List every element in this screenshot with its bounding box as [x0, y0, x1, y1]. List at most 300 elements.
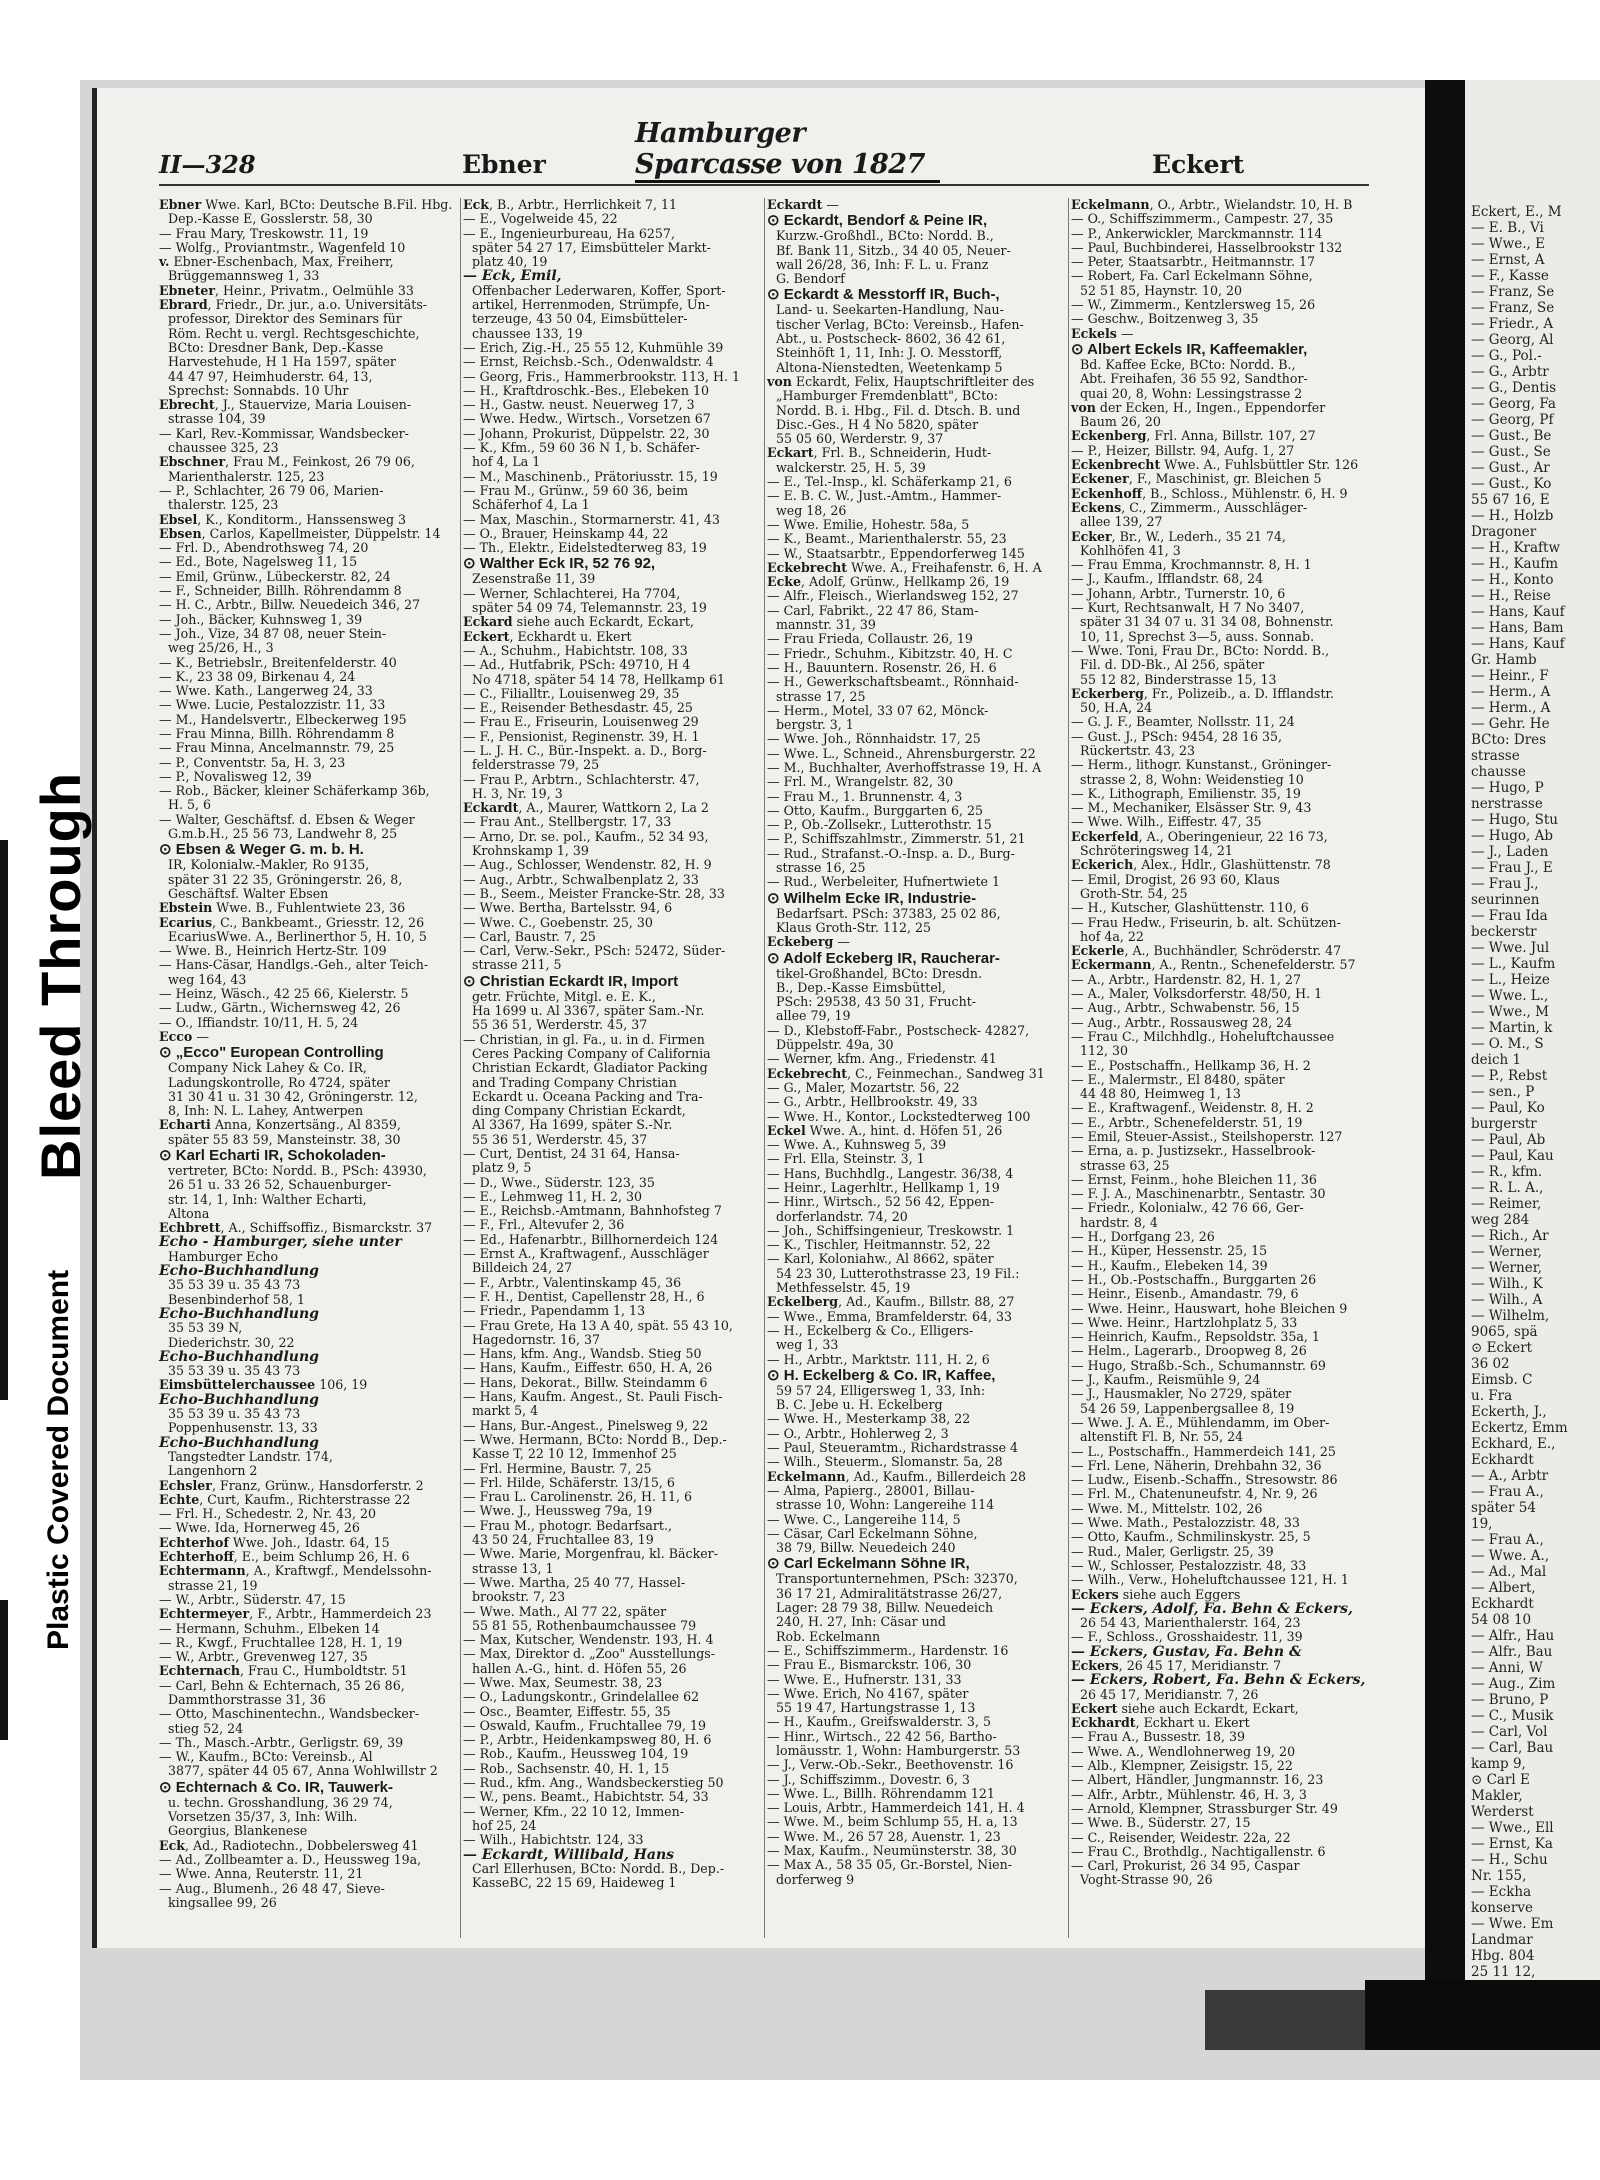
directory-entry-line: Eckelmann, O., Arbtr., Wielandstr. 10, H. B — [1071, 197, 1353, 212]
directory-entry-line: — Rob., Sachsenstr. 40, H. 1, 15 — [463, 1760, 670, 1776]
directory-entry-line: — E., Malermstr., El 8480, später — [1071, 1071, 1285, 1087]
directory-entry-line: — P., Arbtr., Heidenkampsweg 80, H. 6 — [463, 1732, 712, 1748]
next-page-line: — Georg, Pf — [1471, 412, 1554, 428]
directory-entry-line: Eckelmann, Ad., Kaufm., Billerdeich 28 — [767, 1468, 1026, 1484]
scan-margin — [0, 2080, 1600, 2180]
directory-entry-line: — W., pens. Beamt., Habichtstr. 54, 33 — [463, 1789, 709, 1805]
directory-entry-line: — Wwe. J. A. E., Mühlendamm, im Ober- — [1071, 1414, 1330, 1430]
directory-entry-line: Nordd. B. i. Hbg., Fil. d. Dtsch. B. und — [776, 402, 1021, 418]
directory-entry-line: strasse 21, 19 — [168, 1577, 258, 1593]
next-page-line: — Hans, Kauf — [1471, 636, 1565, 652]
directory-entry-line: — E., Kraftwagenf., Weidenstr. 8, H. 2 — [1071, 1100, 1314, 1116]
directory-entry-line: — Wwe. Heinr., Hauswart, hohe Bleichen 9 — [1071, 1300, 1348, 1316]
directory-entry-line: artikel, Herrenmoden, Strümpfe, Un- — [472, 297, 710, 313]
directory-entry-line: Ecarius, C., Bankbeamt., Griesstr. 12, 26 — [159, 914, 425, 930]
directory-entry-line: später 54 09 74, Telemannstr. 23, 19 — [472, 600, 707, 616]
directory-entry-line: Fil. d. DD-Bk., Al 256, später — [1080, 657, 1265, 673]
next-page-line: — Wwe. A., — [1471, 1548, 1550, 1564]
directory-entry-line: Klaus Groth-Str. 112, 25 — [776, 919, 932, 935]
directory-entry-line: PSch: 29538, 43 50 31, Frucht- — [776, 994, 977, 1010]
directory-entry-line: 52 51 85, Haynstr. 10, 20 — [1080, 282, 1243, 298]
directory-entry-line: Eckert, Eckhardt u. Ekert — [463, 628, 632, 644]
directory-entry-line: Echtermann, A., Kraftwgf., Mendelssohn- — [159, 1563, 432, 1579]
next-page-line: Eckertz, Emm — [1471, 1420, 1568, 1436]
bleed-through-label: Bleed Through — [29, 771, 92, 1180]
directory-entry-line: — Aug., Arbtr., Rossausweg 28, 24 — [1071, 1014, 1293, 1030]
directory-entry-line: — O., Brauer, Heinskamp 44, 22 — [463, 525, 669, 541]
directory-entry-line: — Wwe., Emma, Bramfelderstr. 64, 33 — [767, 1308, 1012, 1324]
directory-entry-line: IR, Kolonialw.-Makler, Ro 9135, — [168, 857, 370, 873]
directory-entry-line: Echte, Curt, Kaufm., Richterstrasse 22 — [159, 1491, 411, 1507]
directory-entry-line: Marienthalerstr. 125, 23 — [168, 468, 325, 484]
directory-entry-line: — Hinr., Wirtsch., 52 56 42, Eppen- — [767, 1194, 995, 1210]
next-page-line: — Wwe. L., — [1471, 988, 1549, 1004]
directory-entry-line: Billdeich 24, 27 — [472, 1260, 573, 1276]
directory-entry-line: — Ed., Bote, Nagelsweg 11, 15 — [159, 554, 358, 570]
directory-entry-line: Eckers, 26 45 17, Meridianstr. 7 — [1071, 1657, 1282, 1673]
next-page-line: — R. L. A., — [1471, 1180, 1544, 1196]
directory-entry-line: terzeuge, 43 50 04, Eimsbütteler- — [472, 311, 688, 327]
directory-entry-line: — Rud., Strafanst.-O.-Insp. a. D., Burg- — [767, 845, 1015, 861]
directory-entry-line: Ecker, Br., W., Lederh., 35 21 74, — [1071, 528, 1286, 544]
directory-entry-line: — Th., Elektr., Eidelstedterweg 83, 19 — [463, 540, 707, 556]
next-page-line: — Ernst, A — [1471, 252, 1545, 268]
next-page-line: — H., Reise — [1471, 588, 1551, 604]
directory-entry-line: Echo-Buchhandlung — [159, 1305, 319, 1322]
directory-entry-line: — Rud., Maler, Gerligstr. 25, 39 — [1071, 1543, 1274, 1559]
directory-entry-line: B., Dep.-Kasse Eimsbüttel, — [776, 979, 946, 995]
directory-entry-line: — J., Verw.-Ob.-Sekr., Beethovenstr. 16 — [767, 1757, 1014, 1773]
directory-entry-line: — Hans, kfm. Ang., Wandsb. Stieg 50 — [463, 1346, 702, 1362]
directory-entry-line: — Wwe. Heinr., Hartzlohplatz 5, 33 — [1071, 1314, 1298, 1330]
column-4 — [1071, 198, 1369, 1938]
directory-entry-line: — Hans, Dekorat., Billw. Steindamm 6 — [463, 1374, 708, 1390]
directory-entry-line: strasse 63, 25 — [1080, 1157, 1170, 1173]
next-page-line: seurinnen — [1471, 892, 1540, 908]
directory-entry-line: Ebsen, Carlos, Kapellmeister, Düppelstr. 14 — [159, 525, 441, 541]
directory-entry-line: — O., Ladungskontr., Grindelallee 62 — [463, 1689, 700, 1705]
directory-entry-line: — H., Eckelberg & Co., Elligers- — [767, 1322, 974, 1338]
next-page-line: deich 1 — [1471, 1052, 1522, 1068]
directory-entry-line: Christian Eckardt, Gladiator Packing — [472, 1060, 708, 1076]
directory-entry-line: — Wwe. Joh., Rönnhaidstr. 17, 25 — [767, 731, 981, 747]
directory-entry-line: 35 53 39 u. 35 43 73 — [168, 1406, 301, 1422]
directory-entry-line: Langenhorn 2 — [168, 1463, 258, 1479]
next-page-line: — L., Heize — [1471, 972, 1550, 988]
directory-entry-line: lomäusstr. 1, Wohn: Hamburgerstr. 53 — [776, 1742, 1021, 1758]
directory-entry-line: — Paul, Buchbinderei, Hasselbrookstr 132 — [1071, 239, 1343, 255]
directory-entry-line: bergstr. 3, 1 — [776, 717, 854, 733]
next-page-line: — Gust., Be — [1471, 428, 1552, 444]
directory-entry-line: ⊙ Karl Echarti IR, Schokoladen- — [159, 1147, 386, 1164]
directory-entry-line: — Peter, Staatsarbtr., Heitmannstr. 17 — [1071, 254, 1316, 270]
directory-entry-line: Eckardt, A., Maurer, Wattkorn 2, La 2 — [463, 800, 709, 816]
directory-entry-line: — F., Arbtr., Valentinskamp 45, 36 — [463, 1274, 682, 1290]
directory-entry-line: strasse 104, 39 — [168, 411, 266, 427]
directory-entry-line: — Wwe. C., Langereihe 114, 5 — [767, 1511, 961, 1527]
next-page-line: — Werner, — [1471, 1244, 1542, 1260]
next-page-line: ⊙ Eckert — [1471, 1340, 1533, 1356]
next-page-line: — Carl, Bau — [1471, 1740, 1554, 1756]
directory-entry-line: Eckel Wwe. A., hint. d. Höfen 51, 26 — [767, 1122, 1003, 1138]
column-1 — [159, 198, 457, 1938]
next-page-line: — J., Laden — [1471, 844, 1549, 860]
directory-entry-line: hof 4, La 1 — [472, 454, 541, 470]
next-page-line: weg 284 — [1471, 1212, 1530, 1228]
directory-entry-line: — Aug., Blumenh., 26 48 47, Sieve- — [159, 1880, 385, 1896]
next-page-line: — Bruno, P — [1471, 1692, 1549, 1708]
directory-entry-line: chaussee 325, 23 — [168, 440, 279, 456]
directory-entry-line: ⊙ H. Eckelberg & Co. IR, Kaffee, — [767, 1366, 996, 1384]
next-page-line: — Ernst, Ka — [1471, 1836, 1553, 1852]
directory-entry-line: — A., Arbtr., Hardenstr. 82, H. 1, 27 — [1071, 971, 1301, 987]
directory-entry-line: strasse 2, 8, Wohn: Weidenstieg 10 — [1080, 771, 1304, 787]
directory-entry-line: — Hans, Kaufm., Eiffestr. 650, H. A, 26 — [463, 1360, 713, 1376]
directory-entry-line: — Gust. J., PSch: 9454, 28 16 35, — [1071, 728, 1283, 744]
next-page-line: — Paul, Ko — [1471, 1100, 1545, 1116]
directory-entry-line: and Trading Company Christian — [472, 1074, 677, 1090]
directory-entry-line: — O., Iffiandstr. 10/11, H. 5, 24 — [159, 1014, 359, 1030]
directory-entry-line: Steinhöft 1, 11, Inh: J. O. Messtorff, — [776, 345, 1003, 361]
next-page-line: — Hans, Bam — [1471, 620, 1564, 636]
directory-entry-line: Besenbinderhof 58, 1 — [168, 1291, 305, 1307]
directory-entry-line: — H., Bauuntern. Rosenstr. 26, H. 6 — [767, 659, 997, 675]
directory-entry-line: — Paul, Steueramtm., Richardstrasse 4 — [767, 1440, 1019, 1456]
directory-entry-line: — Walter, Geschäftsf. d. Ebsen & Weger — [159, 811, 415, 827]
directory-entry-line: — Wwe. Erich, No 4167, später — [767, 1685, 969, 1701]
directory-entry-line: — Frl. Hermine, Baustr. 7, 25 — [463, 1460, 652, 1476]
directory-entry-line: — Friedr., Papendamm 1, 13 — [463, 1303, 646, 1319]
directory-entry-line: — Carl, Behn & Echternach, 35 26 86, — [159, 1677, 405, 1693]
next-page-line: Dragoner — [1471, 524, 1537, 540]
directory-entry-line: 26 51 u. 33 26 52, Schauenburger- — [168, 1177, 392, 1193]
directory-entry-line: ⊙ Wilhelm Ecke IR, Industrie- — [767, 889, 977, 907]
directory-entry-line: — Otto, Kaufm., Schmilinskystr. 25, 5 — [1071, 1529, 1311, 1545]
directory-entry-line: von Eckardt, Felix, Hauptschriftleiter des — [767, 373, 1035, 389]
next-page-line: — Gust., Ar — [1471, 460, 1550, 476]
directory-entry-line: Echternach, Frau C., Humboldtstr. 51 — [159, 1663, 408, 1679]
directory-entry-line: — E., Postschaffn., Hellkamp 36, H. 2 — [1071, 1057, 1311, 1073]
directory-entry-line: — P., Heizer, Billstr. 94, Aufg. 1, 27 — [1071, 442, 1295, 458]
directory-entry-line: Offenbacher Lederwaren, Koffer, Sport- — [472, 282, 726, 298]
directory-entry-line: Ecke, Adolf, Grünw., Hellkamp 26, 19 — [767, 574, 1010, 590]
directory-entry-line: Echterhoff, E., beim Schlump 26, H. 6 — [159, 1549, 410, 1565]
directory-entry-line: Bd. Kaffee Ecke, BCto: Nordd. B., — [1080, 356, 1296, 372]
directory-entry-line: Düppelstr. 49a, 30 — [776, 1037, 894, 1053]
directory-entry-line: Eckerich, Alex., Hdlr., Glashüttenstr. 78 — [1071, 857, 1331, 873]
directory-entry-line: Bedarfsart. PSch: 37383, 25 02 86, — [776, 905, 1001, 921]
directory-entry-line: — Wwe. L., Billh. Röhrendamm 121 — [767, 1785, 995, 1801]
directory-entry-line: — Aug., Schlosser, Wendenstr. 82, H. 9 — [463, 857, 712, 873]
directory-entry-line: — Rud., kfm. Ang., Wandsbeckerstieg 50 — [463, 1775, 724, 1791]
directory-entry-line: 35 53 39 N, — [168, 1320, 243, 1336]
directory-entry-line: Eimsbüttelerchaussee 106, 19 — [159, 1377, 368, 1393]
directory-entry-line: — Wwe. Wilh., Eiffestr. 47, 35 — [1071, 814, 1262, 830]
directory-entry-line: — C., Filialltr., Louisenweg 29, 35 — [463, 685, 680, 701]
directory-entry-line: — C., Reisender, Weidestr. 22a, 22 — [1071, 1829, 1291, 1845]
directory-entry-line: später 54 27 17, Eimsbütteler Markt- — [472, 239, 711, 255]
next-page-line: — sen., P — [1471, 1084, 1535, 1100]
directory-entry-line: Ebsel, K., Konditorm., Hanssensweg 3 — [159, 511, 407, 527]
directory-entry-line: weg 164, 43 — [168, 971, 247, 987]
directory-entry-line: — Frau Ant., Stellbergstr. 17, 33 — [463, 814, 672, 830]
directory-entry-line: — Hermann, Schuhm., Elbeken 14 — [159, 1620, 380, 1636]
directory-entry-line: — Frau E., Friseurin, Louisenweg 29 — [463, 714, 699, 730]
directory-entry-line: — Carl, Fabrikt., 22 47 86, Stam- — [767, 602, 979, 618]
directory-entry-line: 59 57 24, Elligersweg 1, 33, Inh: — [776, 1382, 986, 1398]
directory-entry-line: „Hamburger Fremdenblatt", BCto: — [776, 388, 998, 404]
directory-entry-line: — Frau C., Brothdlg., Nachtigallenstr. 6 — [1071, 1843, 1326, 1859]
directory-entry-line: — Frl. Ella, Steinstr. 3, 1 — [767, 1151, 925, 1167]
directory-entry-line: — Heinr., Lagerhltr., Hellkamp 1, 19 — [767, 1180, 1000, 1195]
directory-entry-line: — J., Schiffszimm., Dovestr. 6, 3 — [767, 1771, 970, 1787]
next-page-line: 54 08 10 — [1471, 1612, 1532, 1628]
next-page-line: 25 11 12, — [1471, 1964, 1536, 1980]
directory-entry-line: Eckerberg, Fr., Polizeib., a. D. Ifflandstr. — [1071, 685, 1335, 701]
directory-entry-line: Eckener, F., Maschinist, gr. Bleichen 5 — [1071, 471, 1322, 487]
directory-entry-line: — Joh., Schiffsingenieur, Treskowstr. 1 — [767, 1222, 1015, 1238]
directory-entry-line: — Carl, Verw.-Sekr., PSch: 52472, Süder- — [463, 943, 726, 959]
next-page-line: — Franz, Se — [1471, 284, 1555, 300]
directory-entry-line: — Wwe. M., beim Schlump 55, H. a, 13 — [767, 1814, 1018, 1830]
directory-entry-line: Schäferhof 4, La 1 — [472, 497, 590, 513]
next-page-line: — Friedr., A — [1471, 316, 1554, 332]
directory-entry-line: — W., Arbtr., Süderstr. 47, 15 — [159, 1591, 346, 1607]
directory-entry-line: — R., Kwgf., Fruchtallee 128, H. 1, 19 — [159, 1634, 403, 1650]
directory-entry-line: kingsallee 99, 26 — [168, 1894, 277, 1910]
next-page-line: — C., Musik — [1471, 1708, 1554, 1724]
directory-entry-line: — H., Kraftdroschk.-Bes., Elebeken 10 — [463, 382, 710, 398]
directory-entry-line: — Ad., Hutfabrik, PSch: 49710, H 4 — [463, 657, 691, 673]
next-page-line: 36 02 — [1471, 1356, 1510, 1372]
directory-entry-line: 26 54 43, Marienthalerstr. 164, 23 — [1080, 1615, 1301, 1631]
directory-entry-line: Ebschner, Frau M., Feinkost, 26 79 06, — [159, 454, 415, 470]
directory-entry-line: Kurzw.-Großhdl., BCto: Nordd. B., — [776, 228, 994, 244]
directory-entry-line: — Emil, Steuer-Assist., Steilshoperstr. 127 — [1071, 1129, 1343, 1144]
directory-entry-line: strasse 10, Wohn: Langereihe 114 — [776, 1497, 995, 1513]
directory-entry-line: Transportunternehmen, PSch: 32370, — [776, 1571, 1018, 1587]
column-3 — [767, 198, 1065, 1938]
next-page-line: — G., Dentis — [1471, 380, 1557, 396]
directory-entry-line: — Alb., Klempner, Zeisigstr. 15, 22 — [1071, 1758, 1293, 1774]
directory-entry-line: — Frau L. Carolinenstr. 26, H. 11, 6 — [463, 1489, 693, 1505]
directory-entry-line: — D., Klebstoff-Fabr., Postscheck- 42827, — [767, 1022, 1030, 1038]
next-page-line: Eckhardt — [1471, 1452, 1534, 1468]
directory-entry-line: — H., Kaufm., Greifswalderstr. 3, 5 — [767, 1714, 991, 1730]
next-page-line: — Paul, Kau — [1471, 1148, 1554, 1164]
directory-entry-line: strasse 16, 25 — [776, 860, 866, 876]
directory-entry-line: — Carl, Prokurist, 26 34 95, Caspar — [1071, 1858, 1300, 1874]
directory-entry-line: — Herm., Motel, 33 07 62, Mönck- — [767, 702, 989, 718]
directory-entry-line: G. Bendorf — [776, 271, 845, 287]
next-page-line: — Anni, W — [1471, 1660, 1543, 1676]
directory-entry-line: weg 1, 33 — [776, 1337, 839, 1353]
next-page-line: — Aug., Zim — [1471, 1676, 1556, 1692]
directory-entry-line: — Wolfg., Proviantmstr., Wagenfeld 10 — [159, 239, 406, 255]
next-page-line: — Eckha — [1471, 1884, 1532, 1900]
next-page-line: — Alfr., Bau — [1471, 1644, 1553, 1660]
directory-entry-line: — W., Schlosser, Pestalozzistr. 48, 33 — [1071, 1557, 1307, 1573]
directory-entry-line: Rückertstr. 43, 23 — [1080, 742, 1196, 758]
directory-entry-line: platz 9, 5 — [472, 1160, 532, 1176]
directory-entry-line: — Hans-Cäsar, Handlgs.-Geh., alter Teich- — [159, 957, 429, 973]
header-rule — [159, 184, 1369, 186]
next-page-line: — Wilh., A — [1471, 1292, 1543, 1308]
directory-entry-line: — Wwe. A., Wendlohnerweg 19, 20 — [1071, 1743, 1296, 1759]
directory-entry-line: 55 36 51, Werderstr. 45, 37 — [472, 1017, 648, 1033]
directory-entry-line: — Frau Grete, Ha 13 A 40, spät. 55 43 10, — [463, 1317, 733, 1333]
directory-entry-line: 10, 11, Sprechst 3—5, auss. Sonnab. — [1080, 628, 1315, 644]
directory-entry-line: — Wwe. H., Mesterkamp 38, 22 — [767, 1411, 971, 1427]
directory-columns — [159, 198, 1369, 1938]
directory-entry-line: chaussee 133, 19 — [472, 325, 583, 341]
directory-entry-line: Methfesselstr. 45, 19 — [776, 1280, 911, 1296]
directory-entry-line: — Wwe. Max, Seumestr. 38, 23 — [463, 1674, 663, 1690]
directory-entry-line: ⊙ Ebsen & Weger G. m. b. H. — [159, 841, 364, 859]
directory-entry-line: walckerstr. 25, H. 5, 39 — [776, 459, 926, 475]
directory-entry-line: — Frl. Hilde, Schäferstr. 13/15, 6 — [463, 1474, 675, 1490]
next-page-line: — E. B., Vi — [1471, 220, 1544, 236]
directory-entry-line: — K., Lithograph, Emilienstr. 35, 19 — [1071, 785, 1301, 801]
directory-entry-line: thalerstr. 125, 23 — [168, 497, 279, 513]
directory-entry-line: — Otto, Kaufm., Burggarten 6, 25 — [767, 802, 983, 818]
directory-entry-line: — K., 23 38 09, Birkenau 4, 24 — [159, 668, 356, 684]
directory-entry-line: — Frl. H., Schedestr. 2, Nr. 43, 20 — [159, 1506, 377, 1522]
next-page-line: 19, — [1471, 1516, 1493, 1532]
next-page-line: strasse — [1471, 748, 1520, 764]
directory-entry-line: allee 139, 27 — [1080, 514, 1163, 530]
directory-entry-line: BCto: Dresdner Bank, Dep.-Kasse — [168, 339, 384, 355]
next-page-line: — Wwe., E — [1471, 236, 1545, 252]
next-page-line: — H., Holzb — [1471, 508, 1554, 524]
directory-entry-line: — Frau E., Bismarckstr. 106, 30 — [767, 1657, 972, 1673]
next-page-line: — H., Schu — [1471, 1852, 1548, 1868]
directory-entry-line: — H., Arbtr., Marktstr. 111, H. 2, 6 — [767, 1351, 990, 1367]
directory-entry-line: — L. J. H. C., Bür.-Inspekt. a. D., Borg- — [463, 742, 707, 758]
next-page-line: — Frau J., — [1471, 876, 1539, 892]
next-page-line: — Alfr., Hau — [1471, 1628, 1555, 1644]
directory-entry-line: Echarti Anna, Konzertsäng., Al 8359, — [159, 1117, 401, 1133]
directory-entry-line: Hamburger Echo — [168, 1248, 279, 1264]
side-label-strip — [0, 0, 92, 2177]
directory-entry-line: — Wwe. Ida, Hornerweg 45, 26 — [159, 1520, 360, 1536]
directory-entry-line: — Joh., Vize, 34 87 08, neuer Stein- — [159, 625, 387, 641]
directory-entry-line: — Wwe. Math., Pestalozzistr. 48, 33 — [1071, 1515, 1300, 1531]
directory-entry-line: — Emil, Grünw., Lübeckerstr. 82, 24 — [159, 568, 391, 584]
next-page-line: nerstrasse — [1471, 796, 1543, 812]
directory-entry-line: — Wwe. Kath., Langerweg 24, 33 — [159, 683, 373, 699]
next-page-line: — Herm., A — [1471, 684, 1551, 700]
next-page-line: — H., Kraftw — [1471, 540, 1561, 556]
directory-entry-line: Kasse T, 22 10 12, Immenhof 25 — [472, 1446, 677, 1462]
directory-entry-line: wall 26/28, 36, Inh: F. L. u. Franz — [776, 256, 989, 272]
directory-entry-line: — Frau Emma, Krochmannstr. 8, H. 1 — [1071, 557, 1312, 573]
directory-entry-line: Altona-Nienstedten, Weetenkamp 5 — [776, 359, 1003, 375]
column-2 — [463, 198, 761, 1938]
directory-entry-line: 55 36 51, Werderstr. 45, 37 — [472, 1131, 648, 1147]
directory-entry-line: ⊙ Eckardt, Bendorf & Peine IR, — [767, 212, 988, 230]
next-page-line: — Wwe., M — [1471, 1004, 1549, 1020]
next-page-line: — Gust., Ko — [1471, 476, 1552, 492]
scan-shadow — [1205, 1990, 1365, 2050]
directory-entry-line: — Eck, Emil, — [463, 268, 562, 285]
directory-entry-line: — E., Lehmweg 11, H. 2, 30 — [463, 1188, 643, 1204]
directory-entry-line: — Max, Direktor d. „Zoo" Ausstellungs- — [463, 1646, 716, 1662]
directory-entry-line: Eckard siehe auch Eckardt, Eckart, — [463, 614, 694, 630]
directory-entry-line: — Albert, Händler, Jungmannstr. 16, 23 — [1071, 1772, 1324, 1788]
directory-entry-line: — Frl. M., Chatenuneufstr. 4, Nr. 9, 26 — [1071, 1486, 1318, 1502]
directory-entry-line: Company Nick Lahey & Co. IR, — [168, 1060, 367, 1076]
next-page-line: — Frau Ida — [1471, 908, 1548, 924]
directory-entry-line: — Wwe. M., Mittelstr. 102, 26 — [1071, 1500, 1263, 1516]
directory-entry-line: Dammthorstrasse 31, 36 — [168, 1691, 326, 1707]
directory-entry-line: ⊙ Christian Eckardt IR, Import — [463, 972, 679, 990]
directory-entry-line: — Aug., Arbtr., Schwalbenplatz 2, 33 — [463, 871, 699, 887]
directory-entry-line: später 31 34 07 u. 31 34 08, Bohnenstr. — [1080, 614, 1334, 630]
directory-entry-line: — Rob., Bäcker, kleiner Schäferkamp 36b, — [159, 783, 430, 799]
directory-entry-line: — Eckardt, Willibald, Hans — [463, 1846, 675, 1863]
next-page-line: — Georg, Al — [1471, 332, 1554, 348]
directory-entry-line: — D., Wwe., Süderstr. 123, 35 — [463, 1174, 655, 1190]
directory-entry-line: Krohnskamp 1, 39 — [472, 843, 589, 859]
header-last-entry: Eckert — [1152, 150, 1245, 179]
directory-entry-line: — W., Zimmerm., Kentzlersweg 15, 26 — [1071, 297, 1316, 313]
directory-entry-line: — G., Arbtr., Hellbrookstr. 49, 33 — [767, 1094, 978, 1110]
directory-entry-line: — M., Buchhalter, Averhoffstrasse 19, H. A — [767, 759, 1042, 775]
directory-entry-line: B. C. Jebe u. H. Eckelberg — [776, 1397, 943, 1413]
directory-entry-line: — Max, Kutscher, Wendenstr. 193, H. 4 — [463, 1632, 714, 1648]
directory-entry-line: — Ernst, Feinm., hohe Bleichen 11, 36 — [1071, 1171, 1317, 1187]
directory-entry-line: Eckermann, A., Rentn., Schenefelderstr. 57 — [1071, 957, 1356, 973]
directory-entry-line: Eckerle, A., Buchhändler, Schröderstr. 47 — [1071, 943, 1342, 959]
directory-entry-line: 8, Inh: N. L. Lahey, Antwerpen — [168, 1103, 364, 1119]
next-page-line: — Carl, Vol — [1471, 1724, 1548, 1740]
directory-entry-line: von der Ecken, H., Ingen., Eppendorfer — [1071, 399, 1326, 415]
next-page-line: burgerstr — [1471, 1116, 1537, 1132]
directory-entry-line: Ebstein Wwe. B., Fuhlentwiete 23, 36 — [159, 900, 406, 916]
directory-entry-line: — B., Seem., Meister Francke-Str. 28, 33 — [463, 885, 725, 901]
directory-entry-line: Eckhardt, Eckhart u. Ekert — [1071, 1715, 1250, 1731]
next-page-line: — Hugo, Ab — [1471, 828, 1554, 844]
directory-entry-line: — Cäsar, Carl Eckelmann Söhne, — [767, 1525, 978, 1541]
directory-entry-line: — Ernst A., Kraftwagenf., Ausschläger — [463, 1246, 709, 1262]
next-page-line: — H., Kaufm — [1471, 556, 1559, 572]
directory-entry-line: — H., Küper, Hessenstr. 25, 15 — [1071, 1243, 1268, 1259]
directory-entry-line: Eckenhoff, B., Schloss., Mühlenstr. 6, H. 9 — [1071, 485, 1348, 501]
directory-entry-line: — W., Kaufm., BCto: Vereinsb., Al — [159, 1749, 373, 1765]
directory-entry-line: — Eckers, Gustav, Fa. Behn & — [1071, 1643, 1302, 1660]
directory-entry-line: Echo-Buchhandlung — [159, 1434, 319, 1451]
directory-entry-line: Harvestehude, H 1 Ha 1597, später — [168, 354, 396, 370]
directory-entry-line: — Wwe. Hermann, BCto: Nordd B., Dep.- — [463, 1431, 727, 1447]
next-page-line: — Ad., Mal — [1471, 1564, 1547, 1580]
directory-entry-line: — M., Handelsvertr., Elbeckerweg 195 — [159, 711, 407, 727]
directory-entry-line: — Eckers, Robert, Fa. Behn & Eckers, — [1071, 1672, 1366, 1689]
next-page-line: Gr. Hamb — [1471, 652, 1537, 668]
next-page-line: — Heinr., F — [1471, 668, 1549, 684]
next-page-line: Eimsb. C — [1471, 1372, 1533, 1388]
directory-entry-line: Geschäftsf. Walter Ebsen — [168, 885, 329, 901]
directory-entry-line: Eckardt — — [767, 197, 840, 212]
directory-entry-line: — Wwe. A., Kuhnsweg 5, 39 — [767, 1137, 947, 1153]
directory-entry-line: — Wwe. Emilie, Hohestr. 58a, 5 — [767, 516, 970, 532]
directory-entry-line: 44 47 97, Heimhuderstr. 64, 13, — [168, 368, 373, 384]
directory-entry-line: — Ludw., Eisenb.-Schaffn., Stresowstr. 86 — [1071, 1472, 1338, 1488]
next-page-line: — Frau A., — [1471, 1532, 1544, 1548]
directory-entry-line: — Oswald, Kaufm., Fruchtallee 79, 19 — [463, 1717, 707, 1733]
directory-entry-line: allee 79, 19 — [776, 1008, 851, 1024]
directory-entry-line: 36 17 21, Admiralitätstrasse 26/27, — [776, 1585, 1003, 1601]
